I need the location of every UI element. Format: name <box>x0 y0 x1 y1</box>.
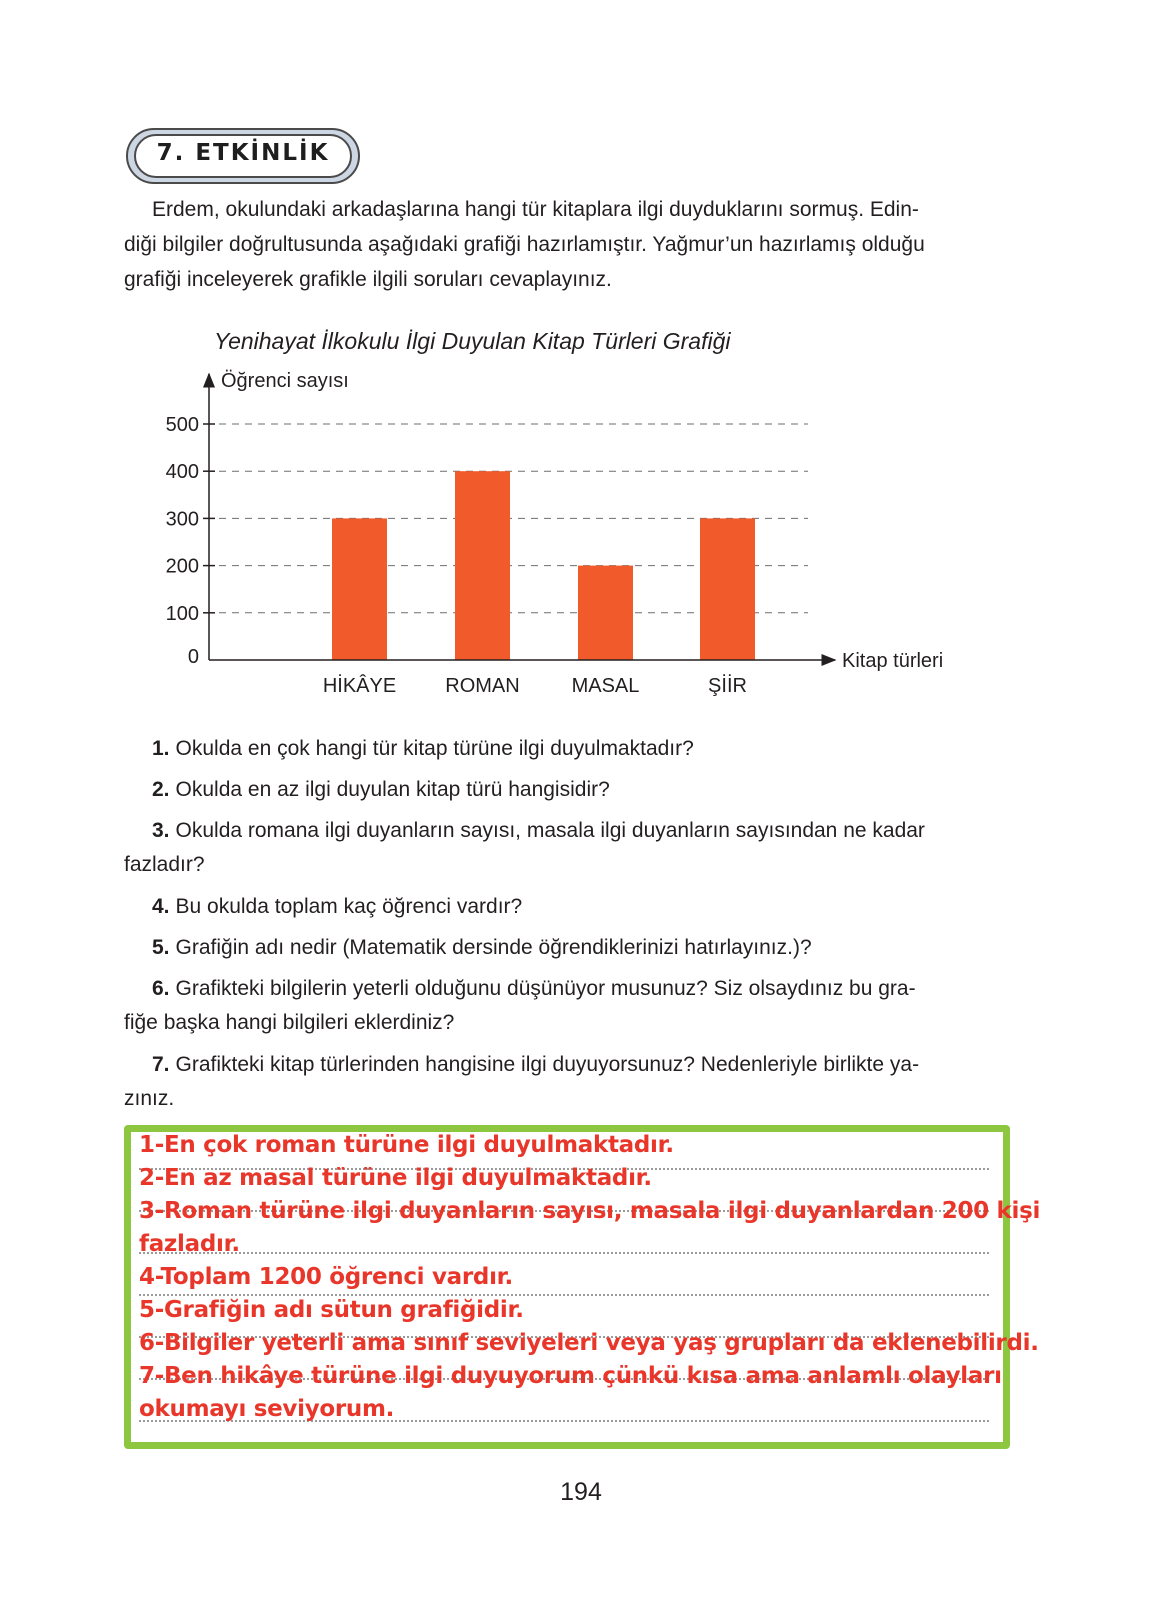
bar-2 <box>455 471 510 660</box>
answer-line-7: 6-Bilgiler yeterli ama sınıf seviyeleri veya yaş grupları da eklenebilirdi. <box>139 1330 1039 1356</box>
intro-line-2: diği bilgiler doğrultusunda aşağıdaki grafiği hazırlamıştır. Yağmur’un hazırlamış olduğu <box>124 233 925 256</box>
question-number: 3. <box>152 819 170 842</box>
answer-line-3: 3-Roman türüne ilgi duyanların sayısı, masala ilgi duyanlardan 200 kişi <box>139 1198 1041 1224</box>
question-text: Grafikteki bilgilerin yeterli olduğunu düşünüyor musunuz? Siz olsaydınız bu gra- <box>175 977 916 1000</box>
answer-line-4: fazladır. <box>139 1231 240 1257</box>
activity-title: 7. ETKİNLİK <box>156 140 330 166</box>
category-label-4: ŞİİR <box>708 675 747 697</box>
question-text: Okulda en az ilgi duyulan kitap türü hangisidir? <box>175 778 610 801</box>
intro-line-1: Erdem, okulundaki arkadaşlarına hangi tür kitaplara ilgi duyduklarını sormuş. Edin- <box>152 198 919 221</box>
question-6 <box>124 972 1004 1040</box>
answer-line-9: okumayı seviyorum. <box>139 1396 395 1422</box>
answer-box <box>124 1125 1041 1449</box>
bar-1 <box>332 518 387 660</box>
answer-line-1: 1-En çok roman türüne ilgi duyulmaktadır. <box>139 1132 674 1158</box>
question-4 <box>124 890 1004 924</box>
chart-ticks <box>166 414 215 668</box>
question-number: 1. <box>152 737 170 760</box>
question-1 <box>124 732 1004 766</box>
intro-line-3: grafiği inceleyerek grafikle ilgili soruları cevaplayınız. <box>124 268 612 291</box>
y-axis-label: Öğrenci sayısı <box>221 370 349 392</box>
answer-line-6: 5-Grafiğin adı sütun grafiğidir. <box>139 1297 524 1323</box>
y-tick-label-300: 300 <box>165 508 199 531</box>
question-number: 7. <box>152 1053 170 1076</box>
bar-chart <box>0 0 1162 720</box>
page-number: 194 <box>560 1478 602 1506</box>
chart-title: Yenihayat İlkokulu İlgi Duyulan Kitap Türleri Grafiği <box>214 328 731 354</box>
question-text-continued: fazladır? <box>124 853 205 876</box>
x-axis-label: Kitap türleri <box>842 650 944 672</box>
question-number: 2. <box>152 778 170 801</box>
category-label-2: ROMAN <box>445 675 520 697</box>
question-text: Grafiğin adı nedir (Matematik dersinde öğrendiklerinizi hatırlayınız.)? <box>175 936 812 959</box>
question-text: Okulda en çok hangi tür kitap türüne ilgi duyulmaktadır? <box>175 737 694 760</box>
answer-line-5: 4-Toplam 1200 öğrenci vardır. <box>139 1264 513 1290</box>
category-label-1: HİKÂYE <box>322 675 397 697</box>
question-number: 5. <box>152 936 170 959</box>
question-text-continued: zınız. <box>124 1087 175 1110</box>
question-text-continued: fiğe başka hangi bilgileri eklerdiniz? <box>124 1011 455 1034</box>
y-tick-label-100: 100 <box>165 602 199 625</box>
question-5 <box>124 931 1004 965</box>
y-tick-label-200: 200 <box>165 555 199 578</box>
answer-line-2: 2-En az masal türüne ilgi duyulmaktadır. <box>139 1165 652 1191</box>
writing-line-3 <box>139 1252 989 1254</box>
question-7 <box>124 1048 1004 1116</box>
answer-line-8: 7-Ben hikâye türüne ilgi duyuyorum çünkü kısa ama anlamlı olayları <box>139 1363 1002 1389</box>
question-number: 6. <box>152 977 170 1000</box>
writing-line-4 <box>139 1294 989 1296</box>
question-text: Bu okulda toplam kaç öğrenci vardır? <box>175 895 523 918</box>
question-text: Grafikteki kitap türlerinden hangisine ilgi duyuyorsunuz? Nedenleriyle birlikte ya- <box>175 1053 920 1076</box>
y-tick-label-400: 400 <box>165 461 199 484</box>
category-label-3: MASAL <box>571 675 640 697</box>
question-3 <box>124 814 1004 882</box>
question-text: Okulda romana ilgi duyanların sayısı, masala ilgi duyanların sayısından ne kadar <box>175 819 925 842</box>
y-tick-label-0: 0 <box>187 646 199 668</box>
bar-4 <box>700 518 755 660</box>
question-number: 4. <box>152 895 170 918</box>
chart-category-labels <box>323 674 747 697</box>
question-2 <box>124 773 1004 807</box>
bar-3 <box>578 566 633 660</box>
y-tick-label-500: 500 <box>165 414 199 436</box>
